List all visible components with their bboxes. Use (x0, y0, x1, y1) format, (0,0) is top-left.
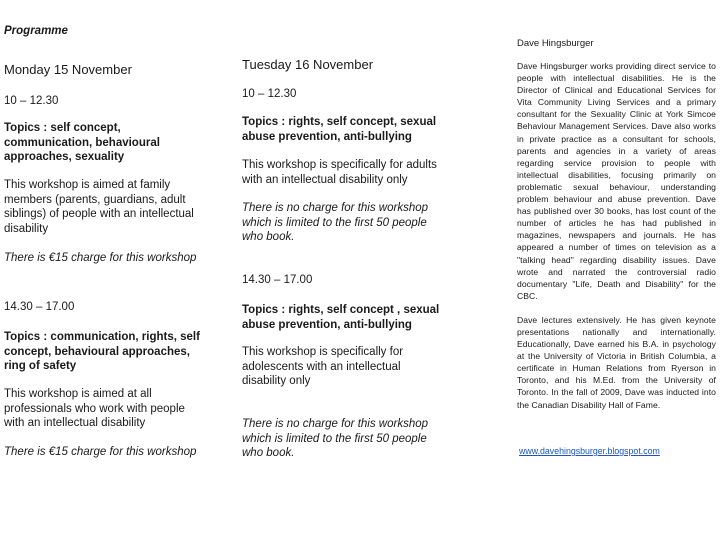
tuesday-afternoon-charge: There is no charge for this workshop which is limited to the first 50 people who book. (242, 418, 429, 459)
tuesday-afternoon-topics: Topics : rights, self concept , sexual abuse prevention, anti-bullying (242, 304, 440, 331)
monday-afternoon-charge: There is €15 charge for this workshop (4, 446, 197, 458)
tuesday-morning-time: 10 – 12.30 (242, 88, 297, 100)
monday-morning-charge: There is €15 charge for this workshop (4, 252, 197, 264)
monday-morning-audience: This workshop is aimed at family members (parents, guardians, adult siblings) of people with an intellectual disability (4, 179, 194, 235)
tuesday-afternoon-audience: This workshop is specifically for adolescents with an intellectual disability only (242, 346, 404, 387)
tuesday-afternoon-time: 14.30 – 17.00 (242, 274, 313, 286)
tuesday-morning-charge: There is no charge for this workshop which is limited to the first 50 people who book. (242, 202, 429, 243)
speaker-bio (517, 60, 716, 411)
bio-paragraph-2: Dave lectures extensively. He has given keynote presentations nationally and internationally. Educationally, Dave earned his B.A. in psychology at the University of Victoria in British Columbia, a certificate in Human Relations from Ryerson in Toronto, and his M.Ed. from the University of Toronto. In the fall of 2009, Dave was inducted into the Canadian Disability Hall of Fame. (517, 314, 716, 410)
speaker-name: Dave Hingsburger (517, 38, 594, 49)
tuesday-day-title: Tuesday 16 November (242, 57, 374, 72)
monday-day-title: Monday 15 November (4, 62, 132, 77)
programme-heading: Programme (4, 25, 68, 37)
monday-afternoon-audience: This workshop is aimed at all professionals who work with people with an intellectual disability (4, 388, 185, 429)
bio-paragraph-1: Dave Hingsburger works providing direct service to people with intellectual disabilities. He is the Director of Clinical and Educational Services for Vita Community Living Services and a primary consultant for the Sexuality Clinic at York Simcoe Behaviour Management Services. Dave also works in private practice as a consultant for schools, parents and agencies in a variety of areas regarding service provision to people with intellectual disabilities, focusing primarily on problematic sexual behaviour, understanding problem behaviour and abuse prevention. Dave has published over 30 books, has lost count of the number of articles he has had published in magazines, newspapers and journals. He has appeared a number of times on television as a "talking head" regarding disability issues. Dave wrote and narrated the controversial radio documentary "Life, Death and Disability" for the CBC. (517, 61, 716, 301)
monday-afternoon-time: 14.30 – 17.00 (4, 301, 75, 313)
blog-link[interactable]: www.davehingsburger.blogspot.com (519, 446, 660, 456)
tuesday-morning-topics: Topics : rights, self concept, sexual abuse prevention, anti-bullying (242, 116, 437, 143)
monday-afternoon-topics: Topics : communication, rights, self concept, behavioural approaches, ring of safety (4, 331, 200, 372)
tuesday-morning-audience: This workshop is specifically for adults with an intellectual disability only (242, 159, 437, 186)
monday-morning-topics: Topics : self concept, communication, behavioural approaches, sexuality (4, 122, 160, 163)
monday-morning-time: 10 – 12.30 (4, 95, 59, 107)
